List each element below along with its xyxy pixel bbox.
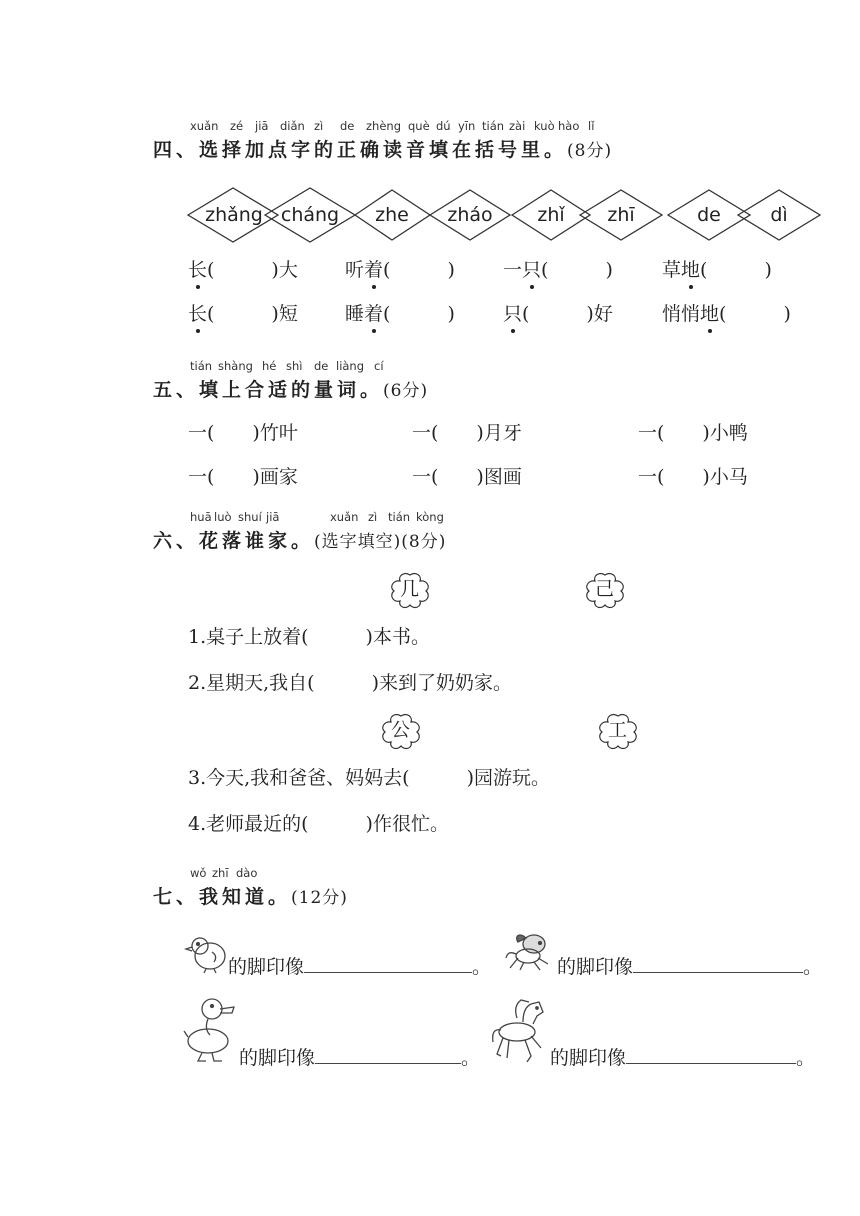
measure-word-item[interactable]: 一( )小马 (638, 466, 748, 488)
duck-icon (182, 995, 238, 1065)
s4-item: 听着( ) (345, 259, 455, 281)
fill-question-4[interactable]: 4.老师最近的( )作很忙。 (188, 813, 449, 835)
answer-blank[interactable]: ( )好 (522, 303, 613, 325)
measure-word-item[interactable]: 一( )小鸭 (638, 422, 748, 444)
footprint-q2: 的脚印像 。 (557, 956, 823, 978)
option-zhao: zháo (447, 204, 493, 226)
fill-question-3[interactable]: 3.今天,我和爸爸、妈妈去( )园游玩。 (188, 767, 550, 789)
answer-blank[interactable]: ( ) (700, 259, 772, 281)
s4-item: 长( )短 (188, 303, 298, 325)
answer-blank[interactable]: ( ) (383, 303, 455, 325)
answer-blank[interactable]: ( ) (719, 303, 791, 325)
fill-question-2[interactable]: 2.星期天,我自( )来到了奶奶家。 (188, 672, 512, 694)
measure-word-item[interactable]: 一( )图画 (412, 466, 522, 488)
puppy-icon (500, 930, 556, 972)
option-chang: cháng (280, 204, 340, 226)
section-7-score: (12分) (291, 888, 348, 908)
measure-word-item[interactable]: 一( )画家 (188, 466, 298, 488)
answer-blank[interactable]: ( ) (383, 259, 455, 281)
measure-word-item[interactable]: 一( )月牙 (412, 422, 522, 444)
measure-word-item[interactable]: 一( )竹叶 (188, 422, 298, 444)
s4-item: 草地( ) (662, 259, 772, 281)
option-zhang: zhǎng (205, 204, 263, 226)
option-zhi1: zhī (607, 204, 635, 226)
s4-item: 一只( ) (503, 259, 613, 281)
section-4-title: 四、选择加点字的正确读音填在括号里。(8分) (153, 139, 613, 161)
section-6-score: (选字填空)(8分) (314, 532, 447, 552)
flower-char: 己 (595, 578, 615, 600)
section-7-title: 七、我知道。(12分) (153, 886, 348, 908)
option-di: dì (770, 204, 788, 226)
option-zhi3: zhǐ (537, 204, 565, 226)
answer-blank[interactable]: ( )大 (207, 259, 298, 281)
fill-question-1[interactable]: 1.桌子上放着( )本书。 (188, 626, 430, 648)
option-zhe: zhe (375, 204, 409, 226)
section-5-title: 五、填上合适的量词。(6分) (153, 379, 429, 401)
chick-icon (184, 934, 228, 974)
answer-line[interactable] (626, 1045, 796, 1064)
s4-item: 悄悄地( ) (662, 303, 791, 325)
flower-char: 几 (400, 578, 420, 600)
answer-line[interactable] (633, 954, 803, 973)
answer-line[interactable] (304, 954, 472, 973)
flower-char: 公 (391, 719, 411, 741)
s4-item: 睡着( ) (345, 303, 455, 325)
answer-blank[interactable]: ( )短 (207, 303, 298, 325)
section-6-title: 六、花落谁家。(选字填空)(8分) (153, 530, 447, 552)
footprint-q1: 的脚印像 。 (228, 956, 492, 978)
s4-item: 只( )好 (503, 303, 613, 325)
section-4-score: (8分) (567, 141, 613, 161)
horse-icon (487, 998, 547, 1068)
flower-char: 工 (608, 719, 628, 741)
footprint-q4: 的脚印像 。 (550, 1047, 816, 1069)
s4-item: 长( )大 (188, 259, 298, 281)
answer-blank[interactable]: ( ) (541, 259, 613, 281)
section-5-score: (6分) (383, 381, 429, 401)
footprint-q3: 的脚印像 。 (239, 1047, 481, 1069)
option-de: de (697, 204, 721, 226)
answer-line[interactable] (315, 1045, 461, 1064)
